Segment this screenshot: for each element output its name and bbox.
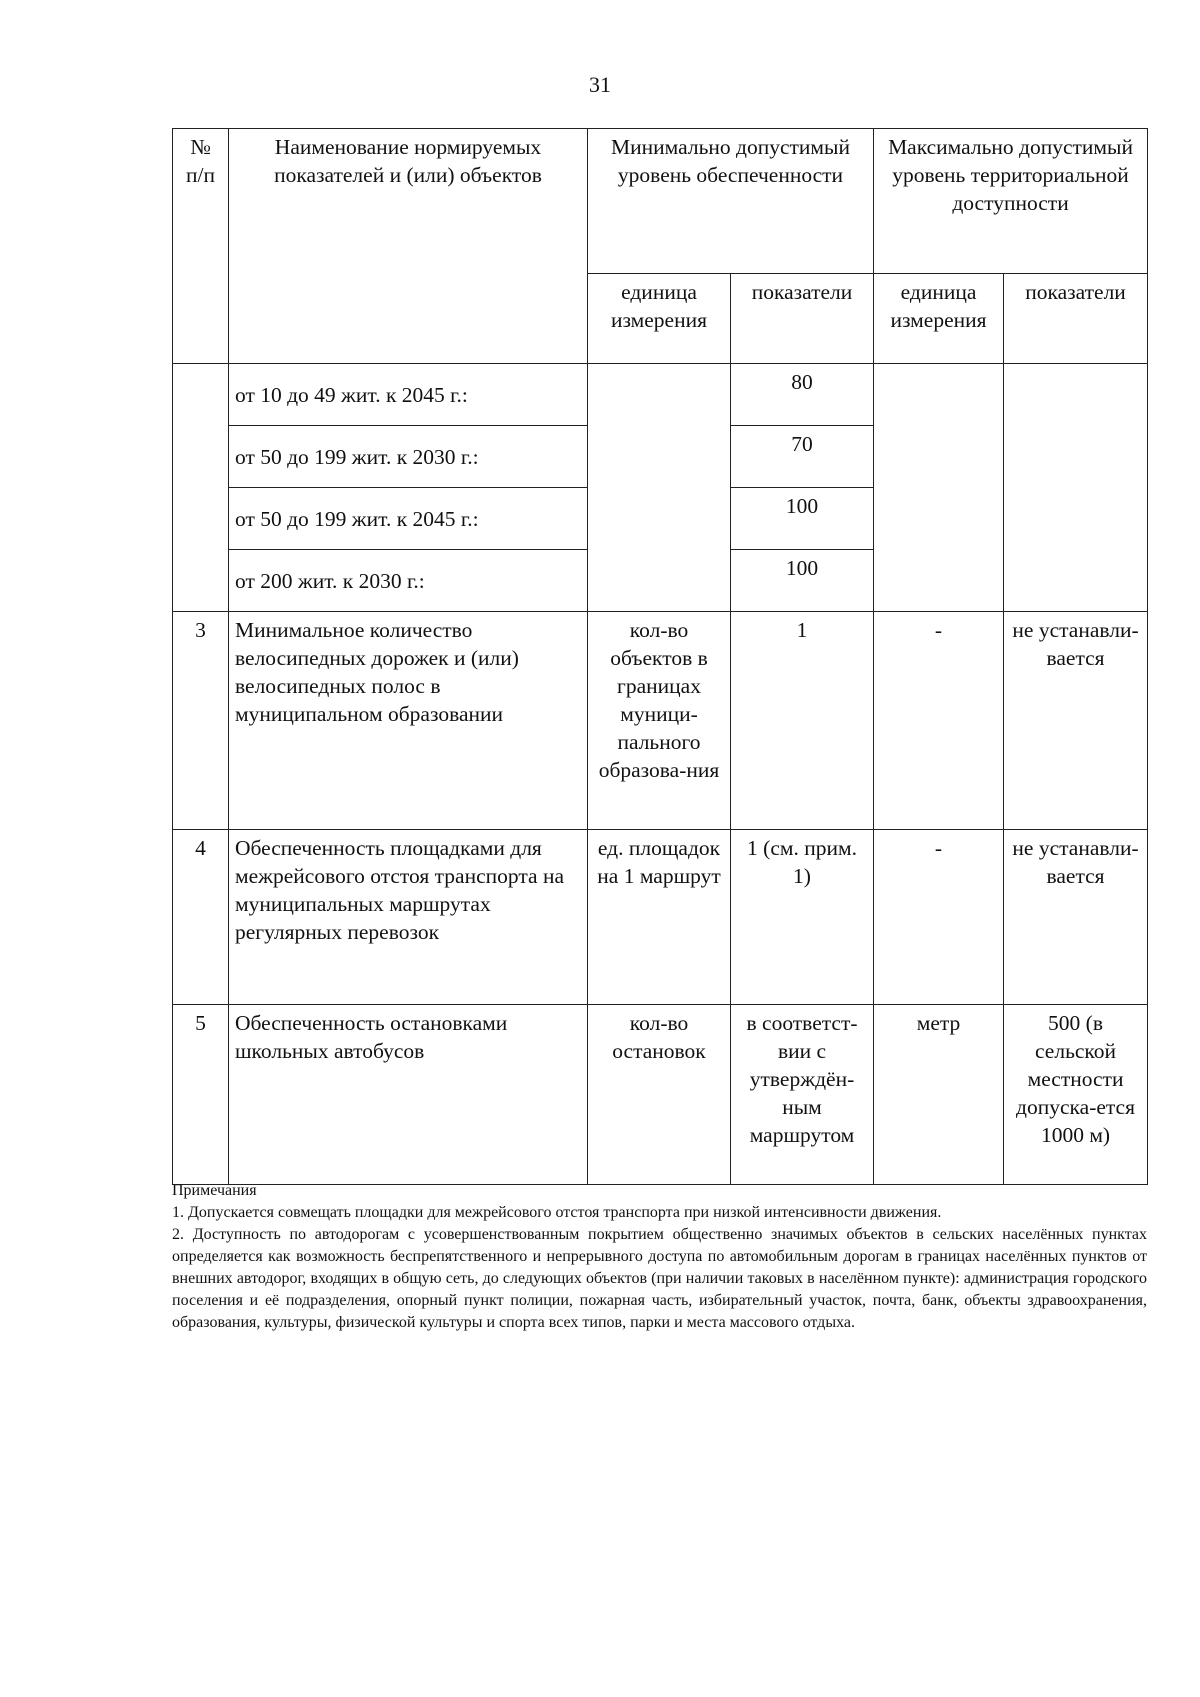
sub-row-value: 80 — [731, 364, 874, 426]
header-min-level: Минимально допустимый уровень обеспеченности — [588, 129, 874, 274]
row-name: Минимальное количество велосипедных дорожек и (или) велосипедных полос в муниципальном образовании — [229, 612, 588, 830]
row-value-1: 1 — [731, 612, 874, 830]
header-max-level: Максимально допустимый уровень территориальной доступности — [874, 129, 1148, 274]
empty-cell — [173, 364, 229, 612]
table-row — [173, 830, 1148, 1005]
row-unit-1: кол-во объектов в границах муници-пального образова-ния — [588, 612, 731, 830]
row-unit-2: - — [874, 830, 1004, 1005]
row-name: Обеспеченность площадками для межрейсового отстоя транспорта на муниципальных маршрутах регулярных перевозок — [229, 830, 588, 1005]
sub-row-name: от 10 до 49 жит. к 2045 г.: — [229, 364, 588, 426]
standards-table — [172, 128, 1148, 1185]
row-unit-2: метр — [874, 1005, 1004, 1185]
empty-cell — [874, 364, 1004, 612]
header-unit-2: единица измерения — [874, 274, 1004, 364]
header-row — [173, 129, 1148, 274]
note-item: 2. Доступность по автодорогам с усовершенствованным покрытием общественно значимых объектов в сельских населённых пунктах определяется как возможность беспрепятственного и непрерывного доступа по автомобильным дорогам в границах населённых пунктов от внешних автодорог, входящих в общую сеть, до следующих объектов (при наличии таковых в населённом пункте): администрация городского поселения и её подразделения, опорный пункт полиции, пожарная часть, избирательный участок, почта, банк, объекты здравоохранения, образования, культуры, физической культуры и спорта всех типов, парки и места массового отдыха. — [172, 1226, 1147, 1331]
table-row — [173, 612, 1148, 830]
row-unit-1: кол-во остановок — [588, 1005, 731, 1185]
row-unit-1: ед. площадок на 1 маршрут — [588, 830, 731, 1005]
row-value-2: не устанавли-вается — [1004, 612, 1148, 830]
row-num: 3 — [173, 612, 229, 830]
sub-row-name: от 50 до 199 жит. к 2030 г.: — [229, 426, 588, 488]
header-num: № п/п — [173, 129, 229, 364]
row-value-1: 1 (см. прим. 1) — [731, 830, 874, 1005]
table-row — [173, 1005, 1148, 1185]
empty-cell — [588, 364, 731, 612]
sub-row-name: от 50 до 199 жит. к 2045 г.: — [229, 488, 588, 550]
sub-row-value: 100 — [731, 488, 874, 550]
header-name: Наименование нормируемых показателей и (или) объектов — [229, 129, 588, 364]
header-value-2: показатели — [1004, 274, 1148, 364]
sub-row-value: 100 — [731, 550, 874, 612]
row-unit-2: - — [874, 612, 1004, 830]
empty-cell — [1004, 364, 1148, 612]
row-num: 4 — [173, 830, 229, 1005]
header-unit-1: единица измерения — [588, 274, 731, 364]
sub-row-name: от 200 жит. к 2030 г.: — [229, 550, 588, 612]
sub-row-value: 70 — [731, 426, 874, 488]
row-num: 5 — [173, 1005, 229, 1185]
notes-title: Примечания — [172, 1182, 257, 1199]
header-value-1: показатели — [731, 274, 874, 364]
table-row — [173, 364, 1148, 426]
row-name: Обеспеченность остановками школьных автобусов — [229, 1005, 588, 1185]
notes — [172, 1180, 1147, 1334]
note-item: 1. Допускается совмещать площадки для межрейсового отстоя транспорта при низкой интенсивности движения. — [172, 1204, 942, 1221]
row-value-2: 500 (в сельской местности допуска-ется 1000 м) — [1004, 1005, 1148, 1185]
page-number: 31 — [589, 72, 611, 97]
row-value-1: в соответст-вии с утверждён-ным маршрутом — [731, 1005, 874, 1185]
row-value-2: не устанавли-вается — [1004, 830, 1148, 1005]
